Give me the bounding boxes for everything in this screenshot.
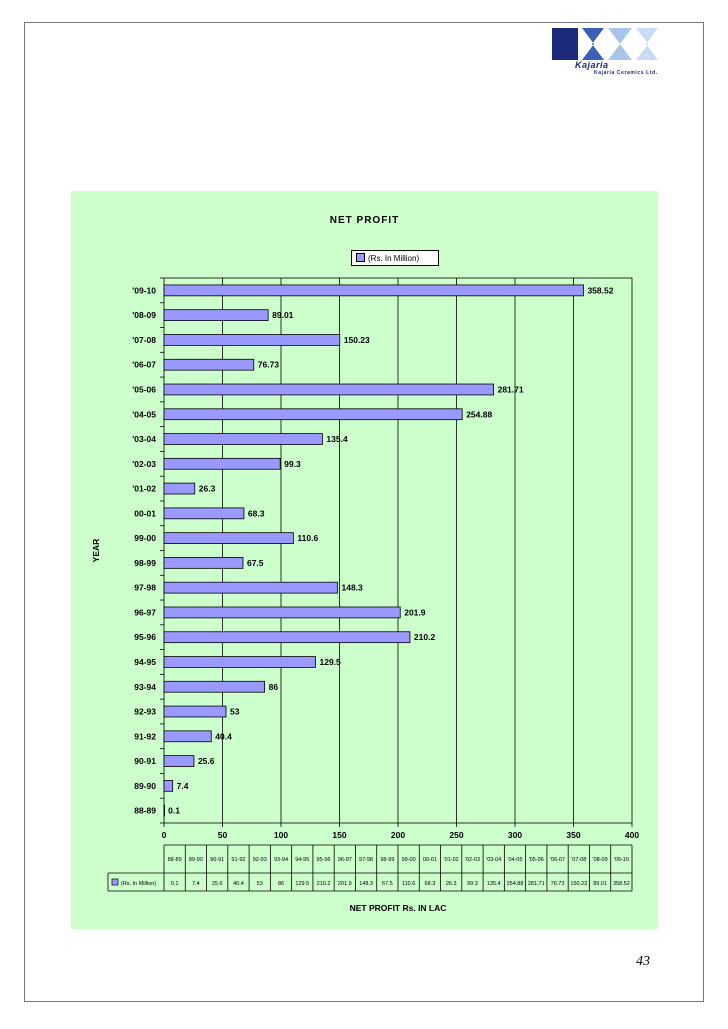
logo-brand: Kajaria (575, 60, 609, 70)
y-axis-label: YEAR (91, 538, 101, 563)
bar (164, 458, 280, 469)
table-value: 148.3 (359, 881, 373, 887)
bar (164, 310, 268, 321)
data-label: 53 (230, 706, 240, 717)
y-tick-label: '09-10 (132, 285, 156, 296)
table-year: 97-98 (359, 857, 374, 863)
table-legend-swatch (112, 879, 118, 885)
table-year: 99-00 (401, 857, 416, 863)
table-year: '08-09 (592, 857, 608, 863)
data-label: 7.4 (176, 780, 189, 791)
table-year: 92-93 (252, 857, 267, 863)
table-value: 26.3 (445, 881, 457, 887)
data-label: 68.3 (247, 508, 265, 519)
x-tick-label: 100 (273, 830, 289, 840)
data-label: 40.4 (215, 731, 232, 742)
table-year: 94-95 (295, 857, 310, 863)
data-label: 67.5 (246, 557, 264, 568)
data-label: 358.52 (587, 285, 614, 296)
bar (164, 434, 322, 445)
table-year: '05-06 (528, 857, 544, 863)
table-year: 91-92 (231, 857, 246, 863)
table-value: 25.6 (211, 881, 223, 887)
table-value: 89.01 (593, 881, 607, 887)
y-tick-label: '02-03 (132, 458, 156, 469)
table-value: 254.88 (506, 881, 524, 887)
data-label: 129.5 (319, 656, 341, 667)
net-profit-chart (71, 191, 658, 929)
y-tick-label: 97-98 (134, 582, 156, 593)
y-tick-label: 00-01 (134, 508, 156, 519)
y-tick-label: 96-97 (134, 607, 156, 618)
table-year: '03-04 (486, 857, 502, 863)
x-tick-label: 0 (161, 830, 167, 840)
logo-company: Kajaria Ceramics Ltd. (594, 70, 658, 76)
legend-swatch (356, 253, 365, 262)
y-tick-label: '08-09 (132, 310, 156, 321)
bar (164, 334, 340, 345)
bar (164, 285, 583, 296)
y-tick-label: 92-93 (134, 706, 156, 717)
table-year: 98-99 (380, 857, 395, 863)
bar (164, 508, 244, 519)
y-tick-label: '05-06 (132, 384, 156, 395)
table-year: '02-03 (464, 857, 481, 863)
y-tick-label: 91-92 (134, 731, 156, 742)
table-value: 281.71 (527, 881, 545, 887)
y-tick-label: 93-94 (134, 681, 156, 692)
x-tick-label: 250 (449, 830, 464, 840)
table-year: '06-07 (549, 857, 566, 863)
table-year: '04-05 (507, 857, 523, 863)
table-value: 150.23 (570, 881, 588, 887)
table-value: 129.5 (295, 881, 310, 887)
bar (164, 632, 410, 643)
y-tick-label: 88-89 (134, 805, 156, 816)
table-value: 99.3 (467, 881, 478, 887)
table-value: 210.2 (316, 881, 331, 887)
table-value: 201.9 (337, 881, 352, 887)
table-value: 110.6 (401, 881, 416, 887)
table-value: 7.4 (192, 881, 200, 887)
x-tick-label: 350 (566, 830, 581, 840)
table-year: 90-91 (210, 857, 225, 863)
y-tick-label: 99-00 (134, 533, 156, 544)
table-value: 40.4 (233, 881, 244, 887)
bar (164, 706, 226, 717)
data-label: 210.2 (413, 632, 436, 643)
bar (164, 780, 173, 791)
table-year: 93-94 (273, 857, 289, 863)
table-value: 86 (277, 881, 285, 887)
data-label: 76.73 (257, 359, 280, 370)
data-label: 201.9 (404, 607, 426, 618)
table-value: 0.1 (170, 881, 179, 887)
x-tick-label: 200 (390, 830, 406, 840)
bar (164, 756, 194, 767)
table-year: 89-90 (188, 857, 203, 863)
data-label: 89.01 (272, 310, 294, 321)
chart-legend (351, 250, 439, 266)
legend-label: (Rs. In Million) (368, 254, 420, 263)
data-label: 110.6 (297, 533, 319, 544)
kajaria-logo (552, 28, 662, 86)
table-year: '09-10 (613, 857, 629, 863)
page-number: 43 (636, 954, 650, 969)
bar (164, 359, 254, 370)
bar (164, 657, 316, 668)
bar (164, 557, 243, 568)
table-value: 135.4 (486, 881, 501, 887)
y-tick-label: 94-95 (134, 656, 156, 667)
y-tick-label: '04-05 (132, 409, 156, 420)
bar (164, 731, 211, 742)
data-label: 86 (268, 681, 279, 692)
bar (164, 384, 494, 395)
bar (164, 409, 462, 420)
x-axis-label: NET PROFIT Rs. IN LAC (349, 903, 447, 913)
y-tick-label: 90-91 (134, 756, 156, 767)
data-label: 25.6 (197, 756, 215, 767)
bar (164, 805, 165, 816)
y-tick-label: '07-08 (132, 334, 156, 345)
data-label: 0.1 (168, 805, 180, 816)
data-label: 150.23 (343, 334, 370, 345)
bar (164, 607, 400, 618)
chart-title: NET PROFIT (329, 215, 400, 226)
bar (164, 681, 265, 692)
data-label: 148.3 (341, 582, 363, 593)
y-tick-label: '03-04 (132, 434, 156, 445)
data-label: 26.3 (198, 483, 216, 494)
y-tick-label: 95-96 (134, 632, 156, 643)
table-year: 88-89 (167, 857, 182, 863)
y-tick-label: '01-02 (132, 483, 156, 494)
data-label: 99.3 (284, 458, 301, 469)
chart-panel (71, 191, 658, 929)
table-year: '01-02 (443, 857, 459, 863)
x-tick-label: 400 (624, 830, 640, 840)
data-label: 254.88 (466, 409, 493, 420)
y-tick-label: 89-90 (134, 780, 156, 791)
table-year: 95-96 (316, 857, 331, 863)
table-year: 00-01 (422, 857, 437, 863)
bar (164, 483, 195, 494)
bar (164, 533, 293, 544)
x-tick-label: 150 (332, 830, 347, 840)
x-tick-label: 50 (217, 830, 228, 840)
table-row-label: (Rs. In Million) (121, 881, 157, 887)
y-tick-label: 98-99 (134, 557, 156, 568)
table-value: 67.5 (382, 881, 393, 887)
table-year: '07-08 (571, 857, 587, 863)
y-tick-label: '06-07 (132, 359, 156, 370)
table-year: 96-97 (337, 857, 352, 863)
table-value: 53 (256, 881, 263, 887)
data-label: 281.71 (497, 384, 524, 395)
table-value: 68.3 (424, 881, 436, 887)
x-tick-label: 300 (507, 830, 523, 840)
data-label: 135.4 (326, 434, 348, 445)
table-value: 76.73 (550, 881, 565, 887)
bar (164, 582, 338, 593)
table-value: 358.52 (612, 881, 630, 887)
